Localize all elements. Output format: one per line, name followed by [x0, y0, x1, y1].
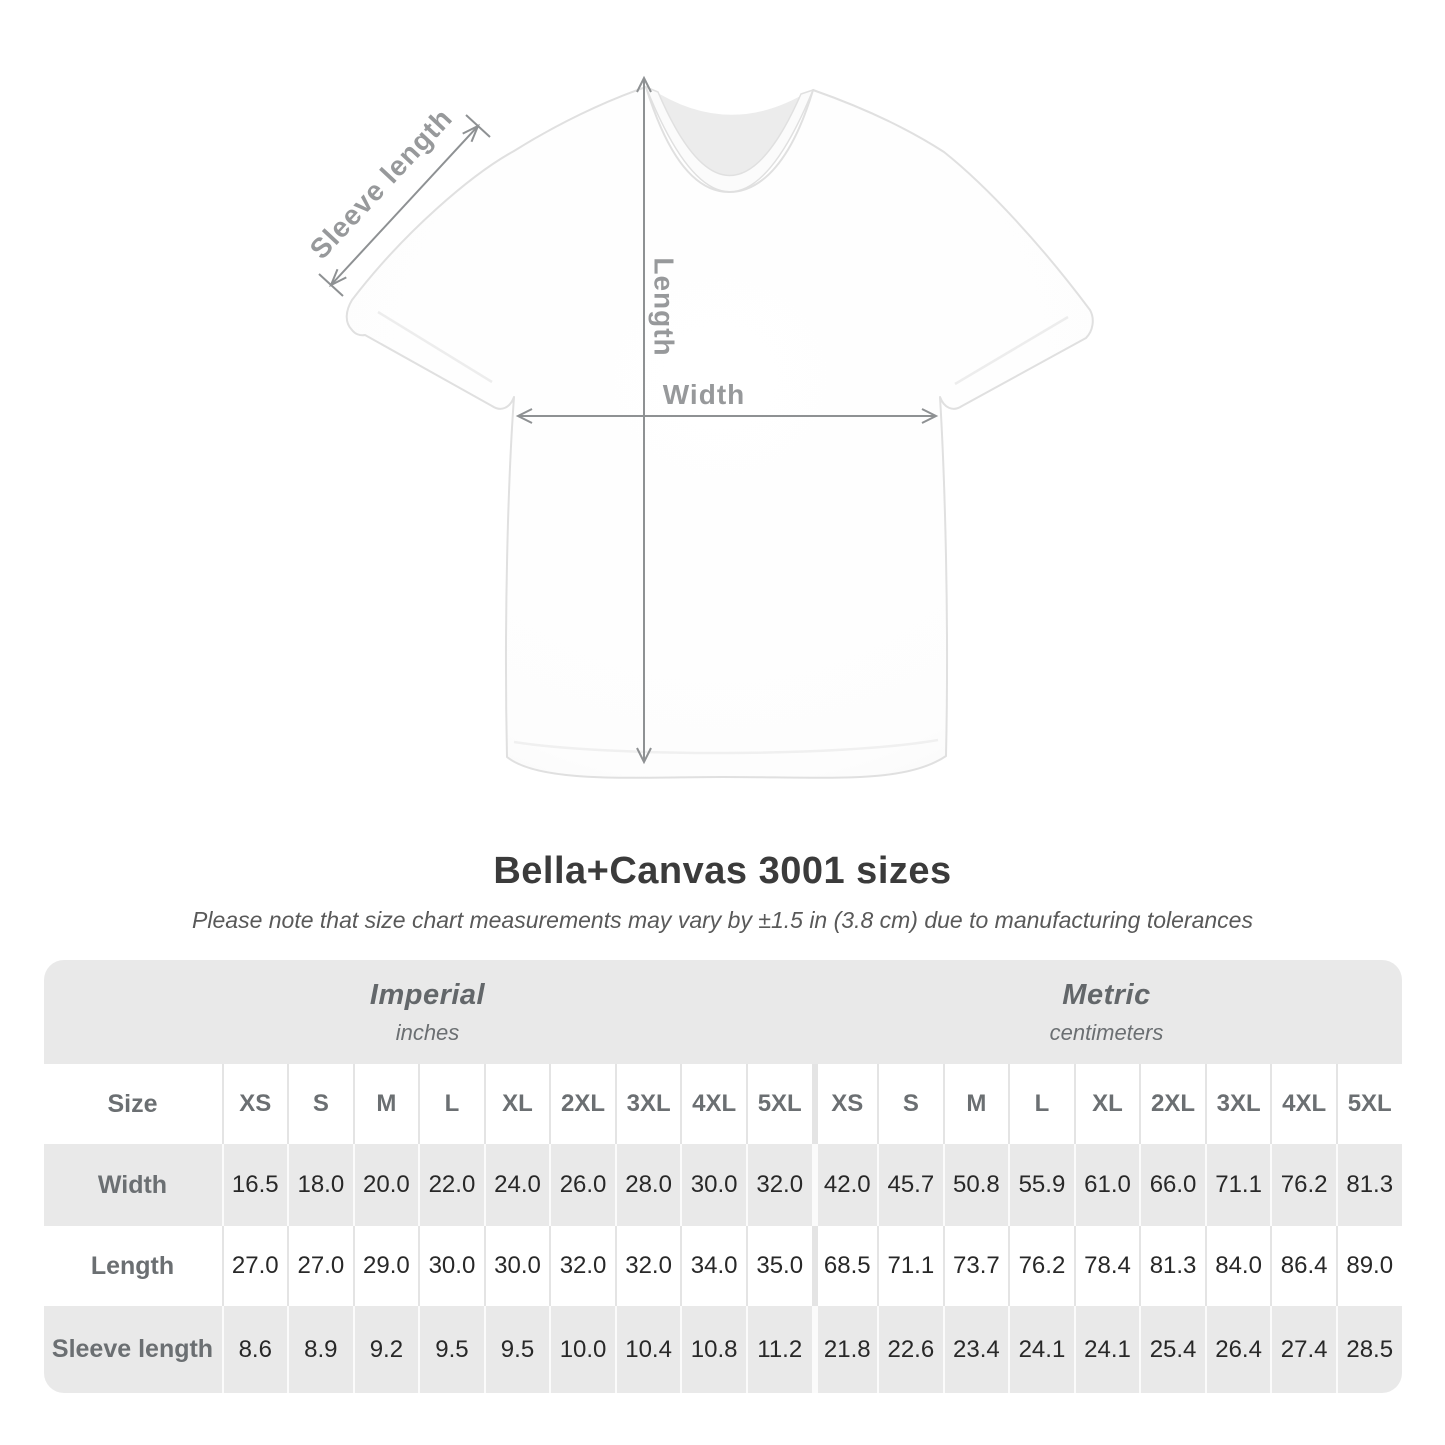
- cell: 30.0: [418, 1226, 484, 1306]
- cell: 21.8: [812, 1306, 878, 1393]
- imperial-unit: inches: [395, 1019, 460, 1045]
- cell: 28.5: [1336, 1306, 1402, 1393]
- unit-band-row: [44, 960, 1402, 1064]
- cell: 42.0: [812, 1144, 878, 1226]
- metric-section-header: [812, 960, 1402, 1064]
- cell: 55.9: [1008, 1144, 1074, 1226]
- size-header-cell: 2XL: [549, 1064, 615, 1144]
- cell: 10.8: [680, 1306, 746, 1393]
- length-row: [44, 1226, 1402, 1306]
- cell: 84.0: [1205, 1226, 1271, 1306]
- cell: 8.6: [222, 1306, 288, 1393]
- width-row: [44, 1144, 1402, 1226]
- size-header-cell: XS: [222, 1064, 288, 1144]
- cell: 9.5: [418, 1306, 484, 1393]
- cell: 27.0: [287, 1226, 353, 1306]
- size-header-cell: 4XL: [1270, 1064, 1336, 1144]
- size-header-cell: L: [418, 1064, 484, 1144]
- cell: 18.0: [287, 1144, 353, 1226]
- cell: 32.0: [549, 1226, 615, 1306]
- cell: 32.0: [615, 1226, 681, 1306]
- cell: 81.3: [1139, 1226, 1205, 1306]
- size-header-cell: XS: [812, 1064, 878, 1144]
- metric-unit: centimeters: [1049, 1019, 1164, 1045]
- cell: 27.4: [1270, 1306, 1336, 1393]
- row-label-length: Length: [44, 1226, 222, 1306]
- cell: 26.0: [549, 1144, 615, 1226]
- cell: 50.8: [943, 1144, 1009, 1226]
- cell: 35.0: [746, 1226, 812, 1306]
- cell: 34.0: [680, 1226, 746, 1306]
- cell: 45.7: [877, 1144, 943, 1226]
- sleeve-length-label: Sleeve length: [303, 102, 459, 265]
- sleeve-length-row: [44, 1306, 1402, 1393]
- cell: 8.9: [287, 1306, 353, 1393]
- size-header-cell: 4XL: [680, 1064, 746, 1144]
- size-header-cell: 5XL: [1336, 1064, 1402, 1144]
- cell: 30.0: [680, 1144, 746, 1226]
- cell: 9.5: [484, 1306, 550, 1393]
- cell: 27.0: [222, 1226, 288, 1306]
- cell: 24.0: [484, 1144, 550, 1226]
- imperial-section-header: [44, 960, 812, 1064]
- size-header-cell: 3XL: [615, 1064, 681, 1144]
- cell: 26.4: [1205, 1306, 1271, 1393]
- cell: 66.0: [1139, 1144, 1205, 1226]
- cell: 22.6: [877, 1306, 943, 1393]
- cell: 68.5: [812, 1226, 878, 1306]
- size-table: [44, 960, 1402, 1393]
- cell: 23.4: [943, 1306, 1009, 1393]
- cell: 30.0: [484, 1226, 550, 1306]
- width-label: Width: [662, 379, 746, 410]
- cell: 78.4: [1074, 1226, 1140, 1306]
- size-header-cell: XL: [1074, 1064, 1140, 1144]
- cell: 16.5: [222, 1144, 288, 1226]
- cell: 32.0: [746, 1144, 812, 1226]
- cell: 9.2: [353, 1306, 419, 1393]
- cell: 61.0: [1074, 1144, 1140, 1226]
- cell: 86.4: [1270, 1226, 1336, 1306]
- cell: 76.2: [1270, 1144, 1336, 1226]
- metric-label: Metric: [1062, 978, 1151, 1011]
- cell: 20.0: [353, 1144, 419, 1226]
- size-column-header: Size: [44, 1064, 222, 1144]
- cell: 10.0: [549, 1306, 615, 1393]
- size-header-cell: 5XL: [746, 1064, 812, 1144]
- cell: 24.1: [1074, 1306, 1140, 1393]
- cell: 11.2: [746, 1306, 812, 1393]
- imperial-label: Imperial: [369, 978, 486, 1011]
- page-subtitle: Please note that size chart measurements may vary by ±1.5 in (3.8 cm) due to manufacturing tolerances: [192, 907, 1253, 933]
- cell: 89.0: [1336, 1226, 1402, 1306]
- cell: 25.4: [1139, 1306, 1205, 1393]
- size-header-row: [44, 1064, 1402, 1144]
- row-label-sleeve-length: Sleeve length: [44, 1306, 222, 1393]
- row-label-width: Width: [44, 1144, 222, 1226]
- cell: 29.0: [353, 1226, 419, 1306]
- size-header-cell: L: [1008, 1064, 1074, 1144]
- cell: 28.0: [615, 1144, 681, 1226]
- cell: 71.1: [1205, 1144, 1271, 1226]
- cell: 10.4: [615, 1306, 681, 1393]
- cell: 76.2: [1008, 1226, 1074, 1306]
- size-header-cell: 2XL: [1139, 1064, 1205, 1144]
- cell: 73.7: [943, 1226, 1009, 1306]
- length-label: Length: [648, 257, 680, 357]
- size-header-cell: S: [287, 1064, 353, 1144]
- size-header-cell: S: [877, 1064, 943, 1144]
- cell: 81.3: [1336, 1144, 1402, 1226]
- cell: 71.1: [877, 1226, 943, 1306]
- page-title: Bella+Canvas 3001 sizes: [493, 850, 952, 892]
- cell: 22.0: [418, 1144, 484, 1226]
- cell: 24.1: [1008, 1306, 1074, 1393]
- size-header-cell: M: [943, 1064, 1009, 1144]
- size-header-cell: 3XL: [1205, 1064, 1271, 1144]
- size-header-cell: XL: [484, 1064, 550, 1144]
- size-header-cell: M: [353, 1064, 419, 1144]
